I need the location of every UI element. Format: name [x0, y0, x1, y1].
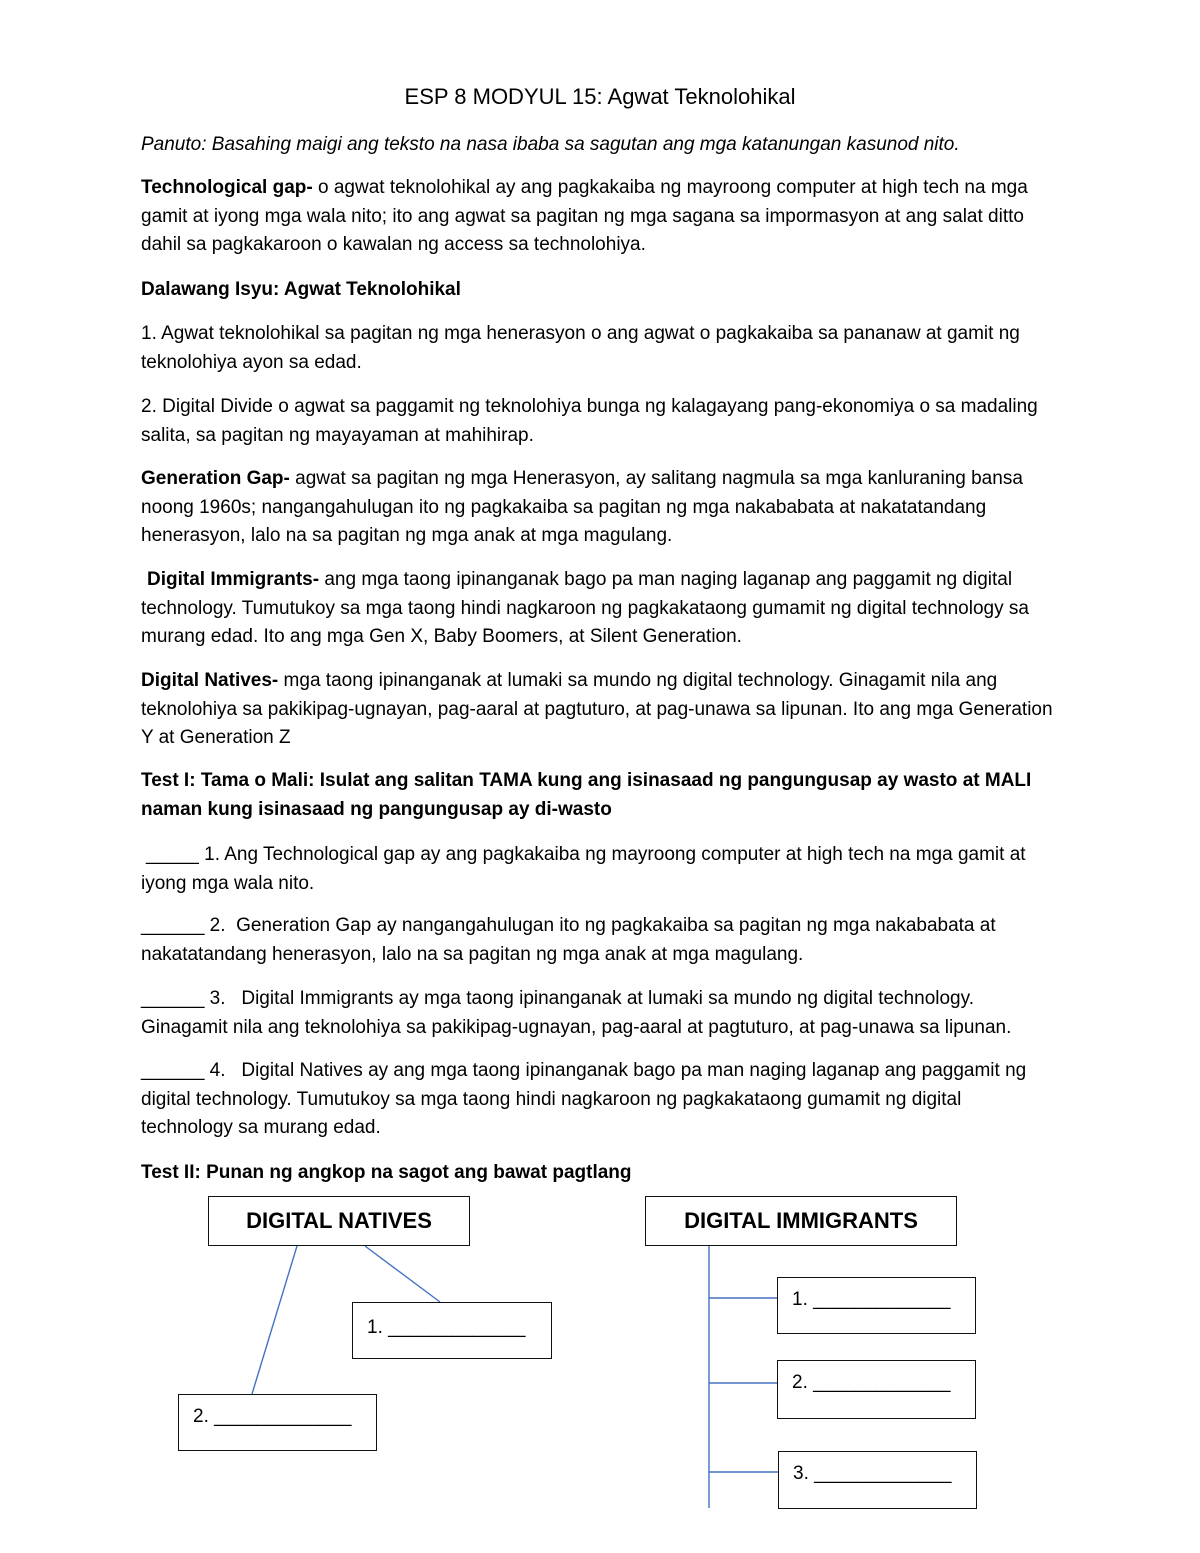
test1-heading: Test I: Tama o Mali: Isulat ang salitan TAMA kung ang isinasaad ng pangungusap ay wasto at MALI naman kung isinasaad ng pangungusap ay di-wasto: [141, 770, 1032, 820]
immigrants-answer-box-3: [778, 1451, 977, 1509]
statement-text: 3. Digital Immigrants ay mga taong ipinanganak at lumaki sa mundo ng digital technology. Ginagamit nila ang teknolohiya sa pakikipag-ugnayan, pag-aaral at pagtuturo, at pag-unawa sa lipunan.: [141, 988, 1012, 1038]
answer-blank-label: 2. _____________: [792, 1372, 951, 1393]
digital-natives-title: DIGITAL NATIVES: [246, 1208, 432, 1233]
test2-heading: Test II: Punan ng angkop na sagot ang bawat pagtlang: [141, 1162, 632, 1183]
answer-blank: ______: [141, 1060, 205, 1081]
connector-natives-to-blank-2: [252, 1246, 297, 1394]
page-title: ESP 8 MODYUL 15: Agwat Teknolohikal: [404, 84, 796, 109]
digital-natives-box: [208, 1196, 470, 1246]
answer-blank: ______: [141, 915, 205, 936]
answer-blank-label: 2. _____________: [193, 1406, 352, 1427]
statement-text: 2. Generation Gap ay nangangahulugan ito ng pagkakaiba sa pagitan ng mga nakababata at nakatatandang henerasyon, lalo na sa pagitan ng mga anak at mga magulang.: [141, 915, 1001, 965]
term-digital-natives: Digital Natives-: [141, 670, 279, 691]
digital-immigrants-box: [645, 1196, 957, 1246]
natives-answer-box-2: [178, 1394, 377, 1451]
term-technological-gap: Technological gap-: [141, 177, 313, 198]
answer-blank: ______: [141, 988, 205, 1009]
definition-text-digital-natives: mga taong ipinanganak at lumaki sa mundo ng digital technology. Ginagamit nila ang teknolohiya sa pakikipag-ugnayan, pag-aaral at pagtuturo, at pag-unawa sa lipunan. Ito ang mga Generation Y at Generation Z: [141, 670, 1053, 749]
issue-item-2: 2. Digital Divide o agwat sa paggamit ng teknolohiya bunga ng kalagayang pang-ekonomiya o sa madaling salita, sa pagitan ng mayayaman at mahihirap.: [141, 396, 1038, 446]
digital-immigrants-title: DIGITAL IMMIGRANTS: [684, 1208, 918, 1233]
definition-text-generation-gap: agwat sa pagitan ng mga Henerasyon, ay salitang nagmula sa mga kanluraning bansa noong 1960s; nangangahulugan ito ng pagkakaiba sa pagitan ng mga nakababata at nakatatandang henerasyon, lalo na sa pagitan ng mga anak at mga magulang.: [141, 468, 1023, 547]
definition-text-technological-gap: o agwat teknolohikal ay ang pagkakaiba ng mayroong computer at high tech na mga gamit at iyong mga wala nito; ito ang agwat sa pagitan ng mga sagana sa impormasyon at ang salat ditto dahil sa pagkakaroon o kawalan ng access sa technolohiya.: [141, 177, 1028, 256]
term-generation-gap: Generation Gap-: [141, 468, 290, 489]
answer-blank-label: 3. _____________: [793, 1463, 952, 1484]
statement-text: 1. Ang Technological gap ay ang pagkakaiba ng mayroong computer at high tech na mga gamit at iyong mga wala nito.: [141, 844, 1031, 894]
answer-blank-label: 1. _____________: [367, 1317, 526, 1338]
issue-item-1: 1. Agwat teknolohikal sa pagitan ng mga henerasyon o ang agwat o pagkakaiba sa pananaw at gamit ng teknolohiya ayon sa edad.: [141, 323, 1020, 373]
connector-natives-to-blank-1: [365, 1246, 440, 1302]
issues-heading: Dalawang Isyu: Agwat Teknolohikal: [141, 279, 461, 300]
immigrants-answer-box-2: [777, 1360, 976, 1419]
instruction-text: Panuto: Basahing maigi ang teksto na nasa ibaba sa sagutan ang mga katanungan kasunod nito.: [141, 134, 960, 155]
answer-blank: _____: [146, 844, 199, 865]
natives-answer-box-1: [352, 1302, 552, 1359]
answer-blank-label: 1. _____________: [792, 1289, 951, 1310]
term-digital-immigrants: Digital Immigrants-: [147, 569, 320, 590]
definition-text-digital-immigrants: ang mga taong ipinanganak bago pa man naging laganap ang paggamit ng digital technology. Tumutukoy sa mga taong hindi nagkaroon ng pagkakataong gumamit ng digital technology sa murang edad. Ito ang mga Gen X, Baby Boomers, at Silent Generation.: [141, 569, 1029, 648]
statement-text: 4. Digital Natives ay ang mga taong ipinanganak bago pa man naging laganap ang paggamit ng digital technology. Tumutukoy sa mga taong hindi nagkaroon ng pagkakataong gumamit ng digital technology sa murang edad.: [141, 1060, 1032, 1139]
immigrants-answer-box-1: [777, 1277, 976, 1334]
